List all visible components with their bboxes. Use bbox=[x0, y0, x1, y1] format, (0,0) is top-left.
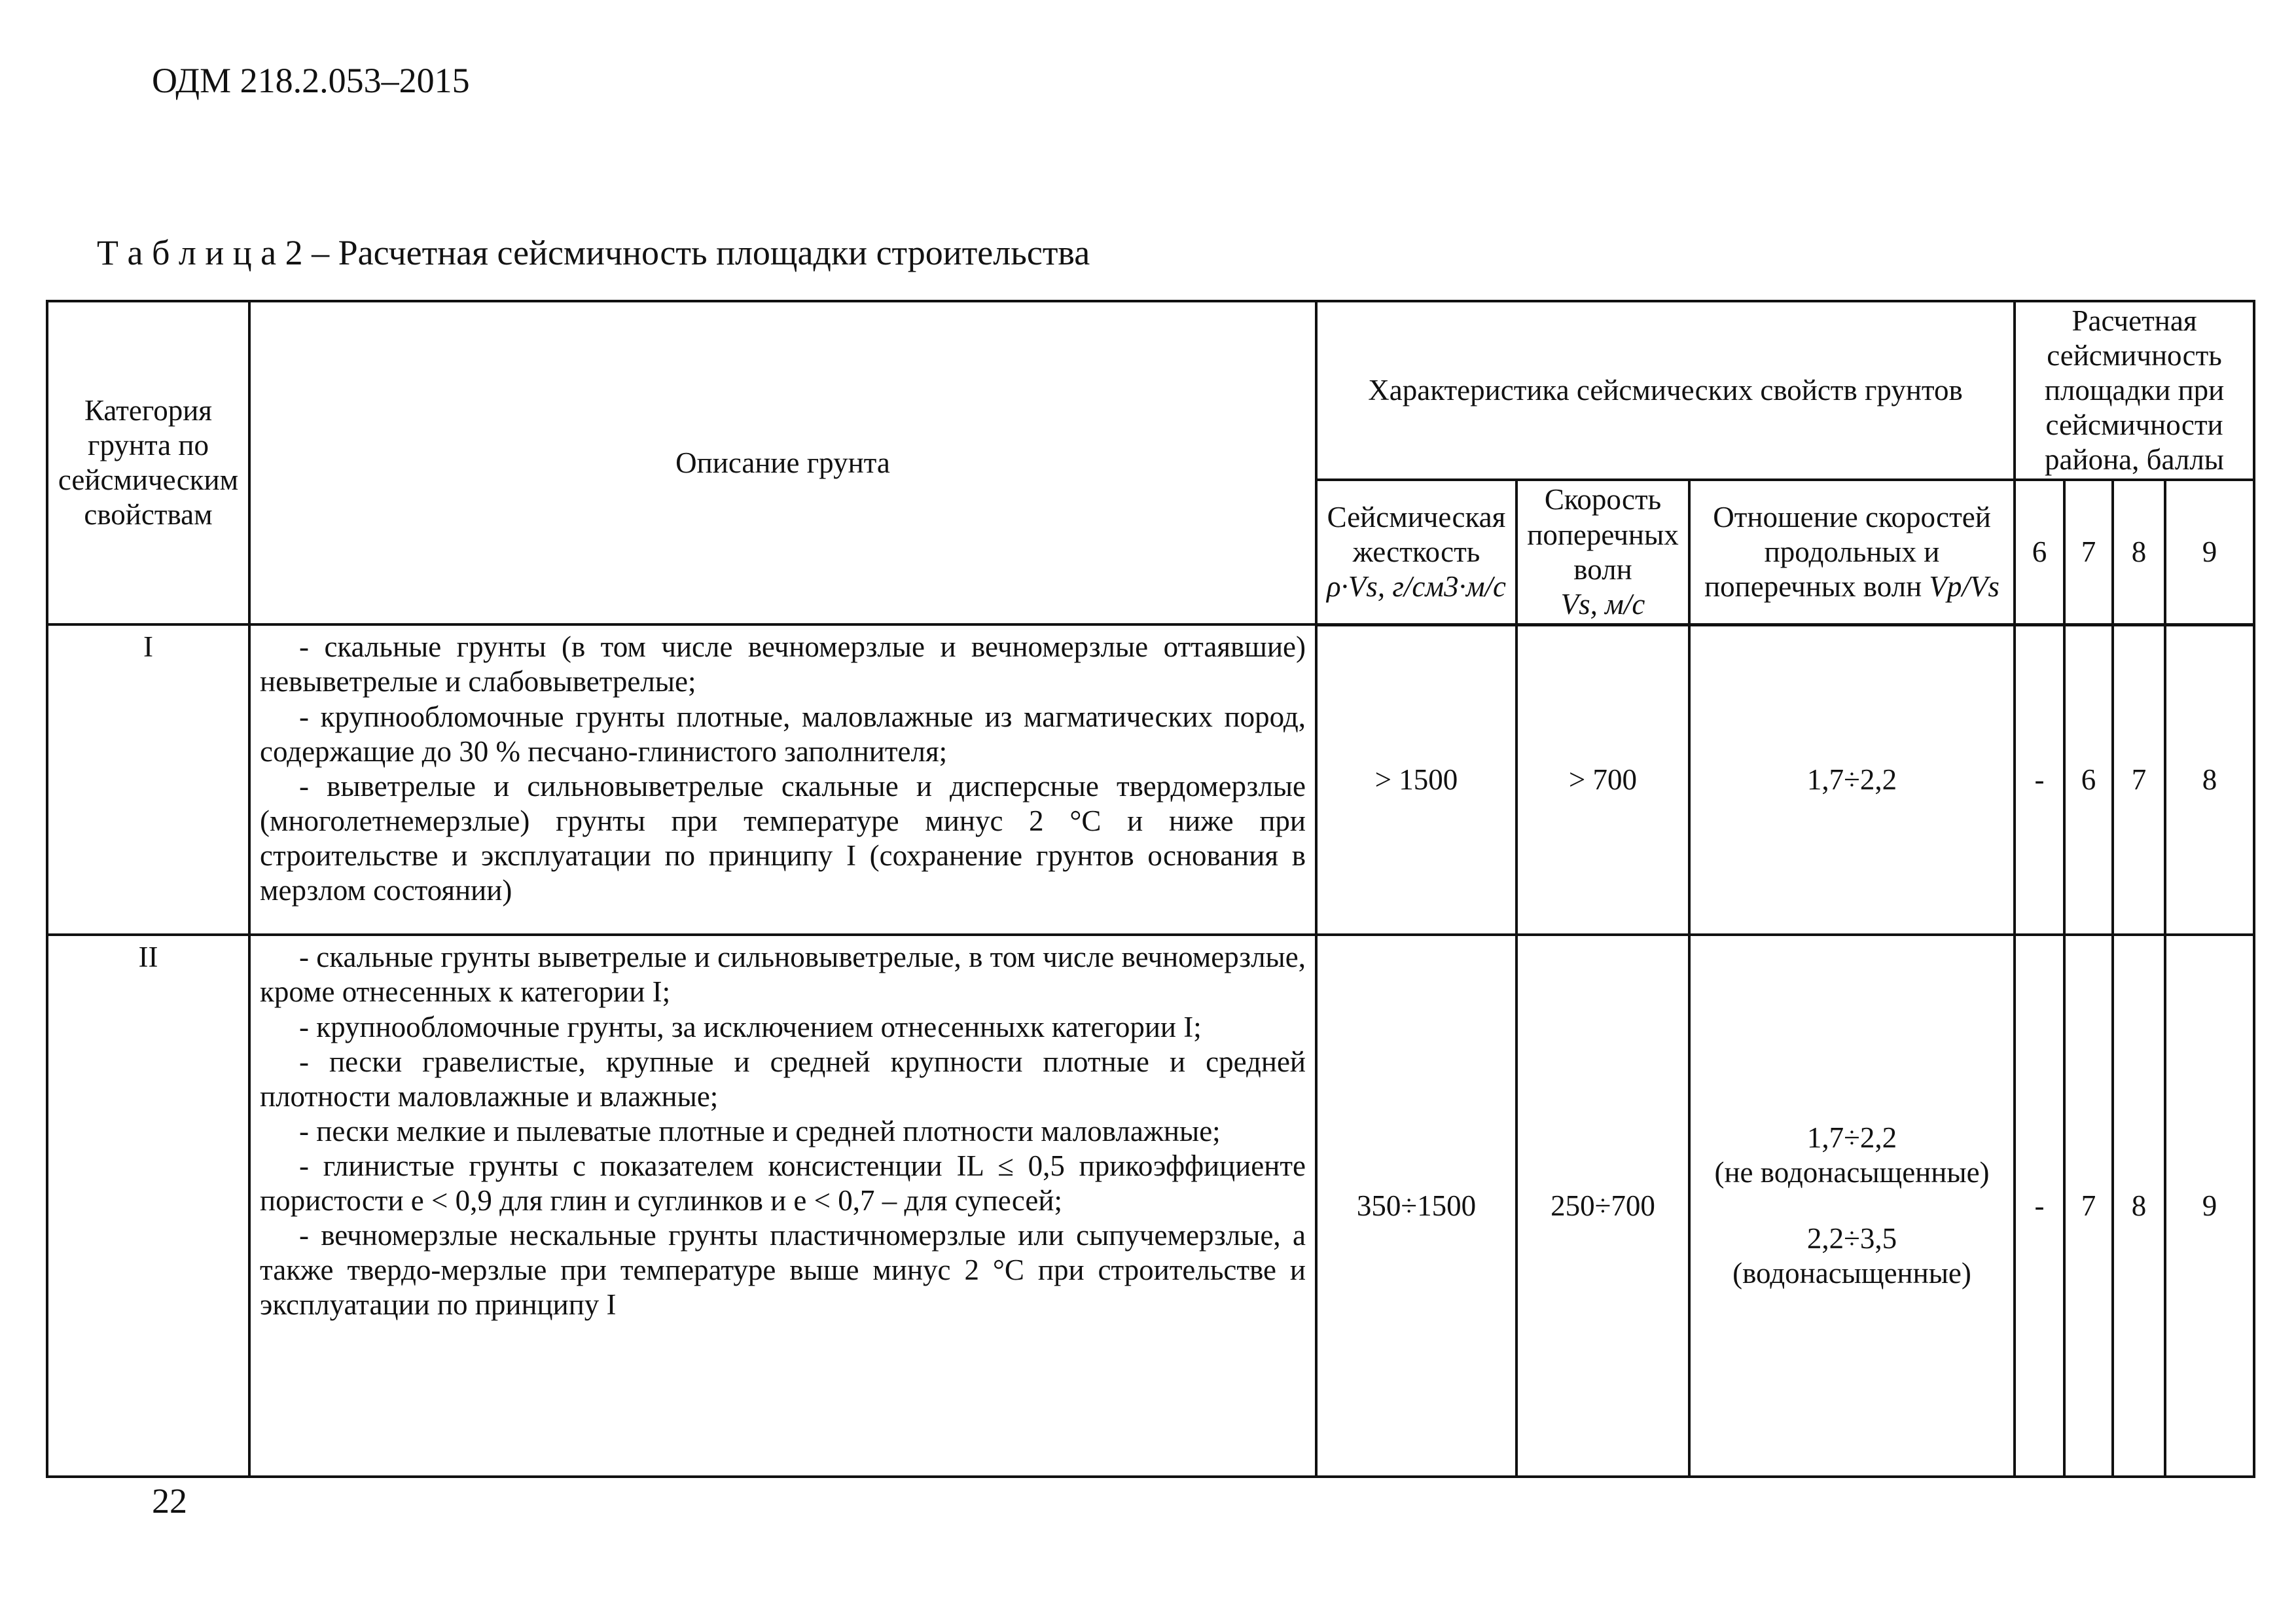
row-velocity: > 700 bbox=[1516, 624, 1689, 935]
row-intensity-9: 9 bbox=[2165, 935, 2254, 1477]
row-intensity-9: 8 bbox=[2165, 624, 2254, 935]
header-description: Описание грунта bbox=[249, 301, 1316, 624]
row-velocity: 250÷700 bbox=[1516, 935, 1689, 1477]
header-category: Категория грунта по сейсмическим свойствам bbox=[47, 301, 249, 624]
document-code: ОДМ 218.2.053–2015 bbox=[152, 61, 470, 100]
row-intensity-8: 8 bbox=[2113, 935, 2165, 1477]
table-row bbox=[47, 935, 2254, 1477]
row-description bbox=[249, 935, 1316, 1477]
velocity-label: Скорость поперечных волн bbox=[1527, 483, 1679, 586]
velocity-unit: Vs, м/с bbox=[1560, 587, 1645, 621]
row-intensity-7: 6 bbox=[2064, 624, 2113, 935]
row-intensity-8: 7 bbox=[2113, 624, 2165, 935]
row-intensity-7: 7 bbox=[2064, 935, 2113, 1477]
table-caption: Т а б л и ц а 2 – Расчетная сейсмичность площадки строительства bbox=[97, 233, 1090, 272]
row-ratio: 1,7÷2,2 bbox=[1689, 624, 2015, 935]
stiffness-unit: ρ·Vs, г/см3·м/с bbox=[1326, 570, 1507, 604]
page-number: 22 bbox=[152, 1481, 187, 1521]
row-stiffness: > 1500 bbox=[1316, 624, 1516, 935]
ratio-unit: Vp/Vs bbox=[1929, 570, 2000, 604]
row-description bbox=[249, 624, 1316, 935]
ratio-value-saturated: 2,2÷3,5 bbox=[1806, 1222, 1897, 1255]
header-characteristics: Характеристика сейсмических свойств грунтов bbox=[1316, 301, 2015, 480]
header-stiffness bbox=[1316, 480, 1516, 624]
list-item: - крупнообломочные грунты, за исключением отнесенныхк категории I; bbox=[299, 1010, 1202, 1043]
row-stiffness: 350÷1500 bbox=[1316, 935, 1516, 1477]
row-intensity-6: - bbox=[2015, 624, 2064, 935]
header-velocity bbox=[1516, 480, 1689, 624]
list-item: - глинистые грунты с показателем консистенции IL ≤ 0,5 прикоэффициенте пористости e < 0,9 для глин и суглинков и e < 0,7 – для супесей; bbox=[260, 1149, 1306, 1217]
list-item: - скальные грунты выветрелые и сильновыветрелые, в том числе вечномерзлые, кроме отнесенных к категории I; bbox=[260, 941, 1306, 1009]
list-item: - пески гравелистые, крупные и средней крупности плотные и средней плотности маловлажные и влажные; bbox=[260, 1045, 1306, 1113]
row-category: I bbox=[47, 624, 249, 935]
header-intensity-7: 7 bbox=[2064, 480, 2113, 624]
ratio-note-dry: (не водонасыщенные) bbox=[1714, 1156, 1990, 1189]
ratio-spacer bbox=[1696, 1190, 2008, 1221]
stiffness-label: Сейсмическая жесткость bbox=[1327, 501, 1506, 569]
list-item: - выветрелые и сильновыветрелые скальные и дисперсные твердомерзлые (многолетнемерзлые) грунты при температуре минус 2 °С и ниже при строительстве и эксплуатации по принципу I (сохранение грунтов основания в мерзлом состоянии) bbox=[260, 769, 1306, 907]
seismicity-table bbox=[46, 300, 2255, 1478]
ratio-label: Отношение скоростей продольных и поперечных волн bbox=[1704, 501, 1991, 604]
header-intensity-8: 8 bbox=[2113, 480, 2165, 624]
table-row bbox=[47, 624, 2254, 935]
list-item: - вечномерзлые нескальные грунты пластичномерзлые или сыпучемерзлые, а также твердо-мерзлые при температуре выше минус 2 °С при строительстве и эксплуатации по принципу I bbox=[260, 1219, 1306, 1322]
header-intensity-6: 6 bbox=[2015, 480, 2064, 624]
row-intensity-6: - bbox=[2015, 935, 2064, 1477]
header-intensity-9: 9 bbox=[2165, 480, 2254, 624]
ratio-value-dry: 1,7÷2,2 bbox=[1806, 1121, 1897, 1155]
list-item: - крупнообломочные грунты плотные, маловлажные из магматических пород, содержащие до 30 % песчано-глинистого заполнителя; bbox=[260, 700, 1306, 768]
row-ratio bbox=[1689, 935, 2015, 1477]
header-ratio bbox=[1689, 480, 2015, 624]
list-item: - скальные грунты (в том числе вечномерзлые и вечномерзлые оттаявшие) невыветрелые и слабовыветрелые; bbox=[260, 630, 1306, 698]
row-category: II bbox=[47, 935, 249, 1477]
ratio-note-saturated: (водонасыщенные) bbox=[1732, 1257, 1971, 1290]
header-seismicity: Расчетная сейсмичность площадки при сейсмичности района, баллы bbox=[2015, 301, 2254, 480]
list-item: - пески мелкие и пылеватые плотные и средней плотности маловлажные; bbox=[299, 1114, 1221, 1147]
